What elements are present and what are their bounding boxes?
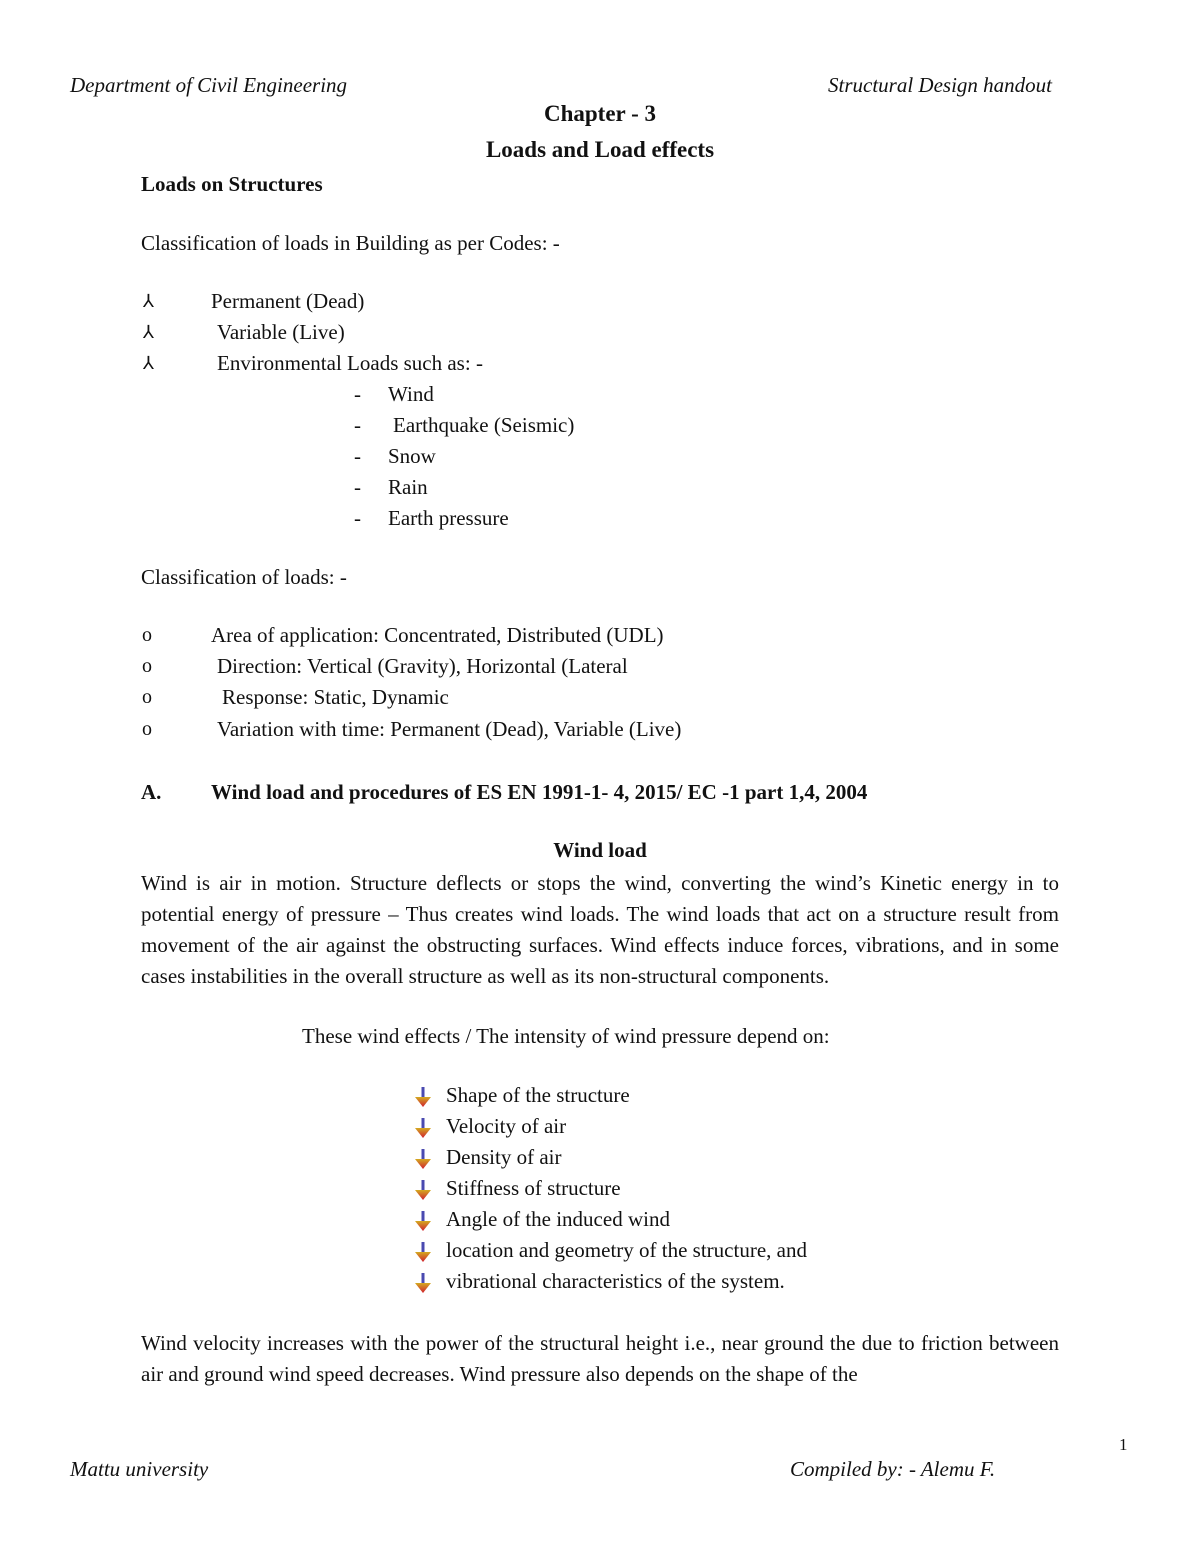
dash-marker: - [354, 475, 361, 499]
down-arrow-icon [414, 1179, 432, 1201]
list-item: Wind [388, 382, 434, 406]
list-item: Environmental Loads such as: - [217, 351, 483, 375]
header-handout: Structural Design handout [828, 73, 1052, 97]
list-item: Earth pressure [388, 506, 509, 530]
header-department: Department of Civil Engineering [70, 73, 348, 97]
list-item: location and geometry of the structure, and [446, 1238, 807, 1262]
wind-load-heading: Wind load [553, 838, 647, 862]
list-item: Density of air [446, 1145, 562, 1169]
o-bullet-icon: o [142, 718, 152, 740]
section-heading: Loads on Structures [141, 172, 323, 196]
section-a-letter: A. [141, 780, 162, 804]
down-arrow-icon [414, 1210, 432, 1232]
list-item: Stiffness of structure [446, 1176, 621, 1200]
list-item: Rain [388, 475, 428, 499]
footer-university: Mattu university [70, 1457, 209, 1481]
classification-loads-text: Classification of loads: - [141, 565, 347, 589]
list-item: Permanent (Dead) [211, 289, 365, 313]
classification-building-text: Classification of loads in Building as per Codes: - [141, 231, 560, 255]
wind-effects-intro: These wind effects / The intensity of wind pressure depend on: [302, 1024, 830, 1048]
o-bullet-icon: o [142, 624, 152, 646]
o-bullet-icon: o [142, 686, 152, 708]
dash-marker: - [354, 413, 361, 437]
list-item: Area of application: Concentrated, Distributed (UDL) [211, 623, 664, 647]
list-item: vibrational characteristics of the system. [446, 1269, 785, 1293]
list-item: Earthquake (Seismic) [393, 413, 575, 437]
chapter-number: Chapter - 3 [543, 101, 656, 126]
load-type-bullet-icon: ⅄ [143, 353, 154, 373]
o-bullet-icon: o [142, 655, 152, 677]
list-item: Variable (Live) [217, 320, 345, 344]
down-arrow-icon [414, 1148, 432, 1170]
list-item: Variation with time: Permanent (Dead), Variable (Live) [217, 717, 682, 741]
down-arrow-icon [414, 1272, 432, 1294]
list-item: Velocity of air [446, 1114, 567, 1138]
down-arrow-icon [414, 1086, 432, 1108]
load-type-bullet-icon: ⅄ [143, 291, 154, 311]
dash-marker: - [354, 506, 361, 530]
velocity-paragraph: Wind velocity increases with the power of the structural height i.e., near ground the due to friction between air and ground wind speed decreases. Wind pressure also depends on the shape of the [141, 1331, 1059, 1386]
list-item: Angle of the induced wind [446, 1207, 670, 1231]
wind-paragraph: Wind is air in motion. Structure deflects or stops the wind, converting the wind’s Kinetic energy in to potential energy of pressure – Thus creates wind loads. The wind loads that act on a structure result from movement of the air against the obstructing surfaces. Wind effects induce forces, vibrations, and in some cases instabilities in the overall structure as well as its non-structural components. [141, 871, 1059, 988]
list-item: Direction: Vertical (Gravity), Horizontal (Lateral [217, 654, 628, 678]
list-item: Response: Static, Dynamic [222, 685, 449, 709]
list-item: Shape of the structure [446, 1083, 630, 1107]
down-arrow-icon [414, 1241, 432, 1263]
footer-compiled-by: Compiled by: - Alemu F. [790, 1457, 996, 1481]
dash-marker: - [354, 444, 361, 468]
section-a-title: Wind load and procedures of ES EN 1991-1- 4, 2015/ EC -1 part 1,4, 2004 [211, 780, 868, 804]
down-arrow-icon [414, 1117, 432, 1139]
list-item: Snow [388, 444, 436, 468]
load-type-bullet-icon: ⅄ [143, 322, 154, 342]
dash-marker: - [354, 382, 361, 406]
page-number: 1 [1119, 1435, 1128, 1454]
chapter-title: Loads and Load effects [485, 137, 715, 162]
